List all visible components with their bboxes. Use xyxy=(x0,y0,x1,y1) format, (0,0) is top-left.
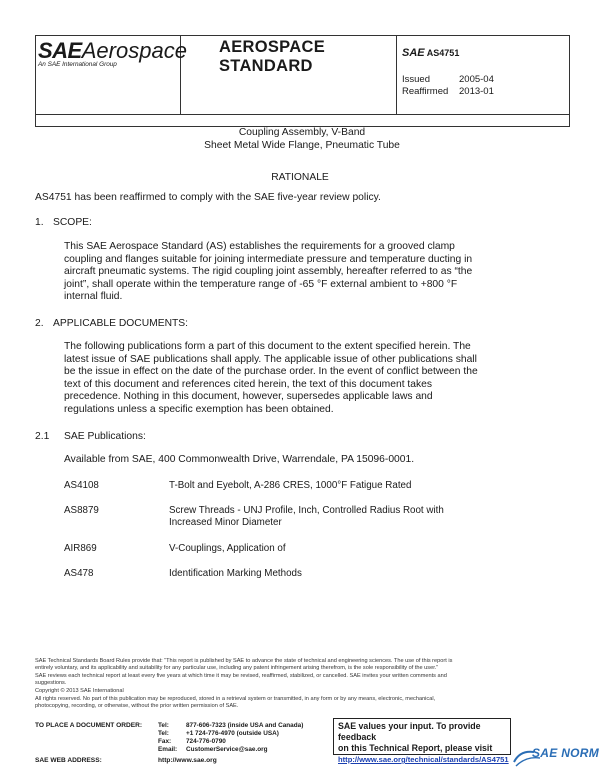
paragraph-line: be the issue in effect on the date of the purchase order. In the event of conflict between the xyxy=(64,366,478,378)
fine-print-line: SAE reviews each technical report at least every five years at which time it may be revised, reaffirmed, stabilized, or cancelled. SAE invites your written comments and xyxy=(35,673,447,679)
paragraph-line: internal fluid. xyxy=(64,291,123,303)
logo-aerospace-text: Aerospace xyxy=(81,38,187,63)
header-rule xyxy=(35,114,569,115)
order-labels xyxy=(158,722,177,754)
fine-print-line: SAE Technical Standards Board Rules provide that: “This report is published by SAE to advance the state of technical and engineering sciences. The use of this report is xyxy=(35,658,453,664)
logo-sae-text: SAE xyxy=(38,38,82,63)
section-number: 1. xyxy=(35,217,44,228)
issued-label: Issued xyxy=(402,74,430,85)
reference-code: AS8879 xyxy=(64,505,99,516)
document-title-line2: Sheet Metal Wide Flange, Pneumatic Tube xyxy=(204,139,400,151)
tel-label: Tel: xyxy=(158,730,169,737)
section-number: 2. xyxy=(35,318,44,329)
reference-title: T-Bolt and Eyebolt, A-286 CRES, 1000°F Fatigue Rated xyxy=(169,480,412,491)
doc-type-title xyxy=(219,38,325,76)
reference-title: V-Couplings, Application of xyxy=(169,543,286,554)
feedback-link[interactable]: http://www.sae.org/technical/standards/AS4751 xyxy=(338,755,509,764)
doc-number-value: AS4751 xyxy=(426,48,460,58)
applicable-paragraph xyxy=(64,341,478,417)
feedback-box xyxy=(333,718,511,764)
email-value[interactable]: CustomerService@sae.org xyxy=(186,746,268,753)
section-number: 2.1 xyxy=(35,431,50,442)
header-divider xyxy=(396,35,397,114)
reference-code: AS4108 xyxy=(64,480,99,491)
feedback-text: on this Technical Report, please visit xyxy=(338,743,493,753)
doc-type-line1: AEROSPACE xyxy=(219,38,325,56)
doc-prefix-logo: SAE xyxy=(402,47,425,59)
fine-print-line: suggestions. xyxy=(35,680,67,686)
sae-norm-logo xyxy=(512,742,600,772)
paragraph-line: This SAE Aerospace Standard (AS) establishes the requirements for a grooved clamp xyxy=(64,241,455,252)
fax-value: 724-776-0790 xyxy=(186,738,226,745)
document-title xyxy=(35,127,569,152)
paragraph-line: regulations unless a specific exemption has been obtained. xyxy=(64,403,334,415)
tel-label: Tel: xyxy=(158,722,169,729)
tel-value: +1 724-776-4970 (outside USA) xyxy=(186,730,279,737)
tel-value: 877-606-7323 (inside USA and Canada) xyxy=(186,722,304,729)
document-title-line1: Coupling Assembly, V-Band xyxy=(238,127,366,138)
norm-logo-text: SAE NORM xyxy=(532,746,600,760)
paragraph-line: aircraft pneumatic systems. The rigid coupling joint assembly, hereafter referred to as “the xyxy=(64,266,473,278)
reference-title-line: Screw Threads - UNJ Profile, Inch, Controlled Radius Root with xyxy=(169,505,444,516)
issued-value: 2005-04 xyxy=(459,74,494,85)
section-heading: SCOPE: xyxy=(53,217,92,228)
reference-title: Identification Marking Methods xyxy=(169,568,302,579)
paragraph-line: latest issue of SAE publications shall apply. The applicable issue of other publications shall xyxy=(64,353,477,365)
rationale-heading: RATIONALE xyxy=(271,172,329,183)
footer-fine-print xyxy=(35,658,575,710)
order-values xyxy=(186,722,303,754)
paragraph-line: The following publications form a part of this document to the extent specified herein. The xyxy=(64,341,471,352)
section-heading: SAE Publications: xyxy=(64,431,146,442)
email-label: Email: xyxy=(158,746,178,753)
reference-code: AIR869 xyxy=(64,543,97,554)
web-label: SAE WEB ADDRESS: xyxy=(35,757,102,764)
paragraph-line: text of this document and references cited herein, the text of this document takes xyxy=(64,378,433,390)
doc-number xyxy=(402,47,459,59)
available-from-text: Available from SAE, 400 Commonwealth Drive, Warrendale, PA 15096-0001. xyxy=(64,454,415,465)
reference-title-line: Increased Minor Diameter xyxy=(169,517,282,529)
fine-print-line: entirely voluntary, and its applicability and suitability for any particular use, including any patent infringement arising therefrom, is the sole responsibility of the user.” xyxy=(35,665,439,671)
order-label: TO PLACE A DOCUMENT ORDER: xyxy=(35,722,143,729)
copyright-line: Copyright © 2013 SAE International xyxy=(35,688,124,694)
paragraph-line: joint”, shall operate within the temperature range of -65 °F external ambient to +800 °F xyxy=(64,278,458,290)
fine-print-line: All rights reserved. No part of this publication may be reproduced, stored in a retrieval system or transmitted, in any form or by any means, electronic, mechanical, xyxy=(35,696,436,702)
reaffirmed-label: Reaffirmed xyxy=(402,86,449,97)
reference-title xyxy=(169,505,444,529)
fine-print-line: photocopying, recording, or otherwise, without the prior written permission of SAE. xyxy=(35,703,239,709)
reference-code: AS478 xyxy=(64,568,94,579)
section-heading: APPLICABLE DOCUMENTS: xyxy=(53,318,189,329)
doc-type-line2: STANDARD xyxy=(219,57,313,75)
rationale-text: AS4751 has been reaffirmed to comply with the SAE five-year review policy. xyxy=(35,192,381,203)
feedback-text: SAE values your input. To provide feedback xyxy=(338,721,481,742)
paragraph-line: precedence. Nothing in this document, however, supersedes applicable laws and xyxy=(64,391,433,403)
reaffirmed-value: 2013-01 xyxy=(459,86,494,97)
paragraph-line: coupling and flanges suitable for joining intermediate pressure and temperature ducting in xyxy=(64,253,473,265)
fax-label: Fax: xyxy=(158,738,172,745)
web-address-link[interactable]: http://www.sae.org xyxy=(158,757,217,764)
scope-paragraph xyxy=(64,241,472,304)
logo-tagline: An SAE International Group xyxy=(38,61,117,68)
